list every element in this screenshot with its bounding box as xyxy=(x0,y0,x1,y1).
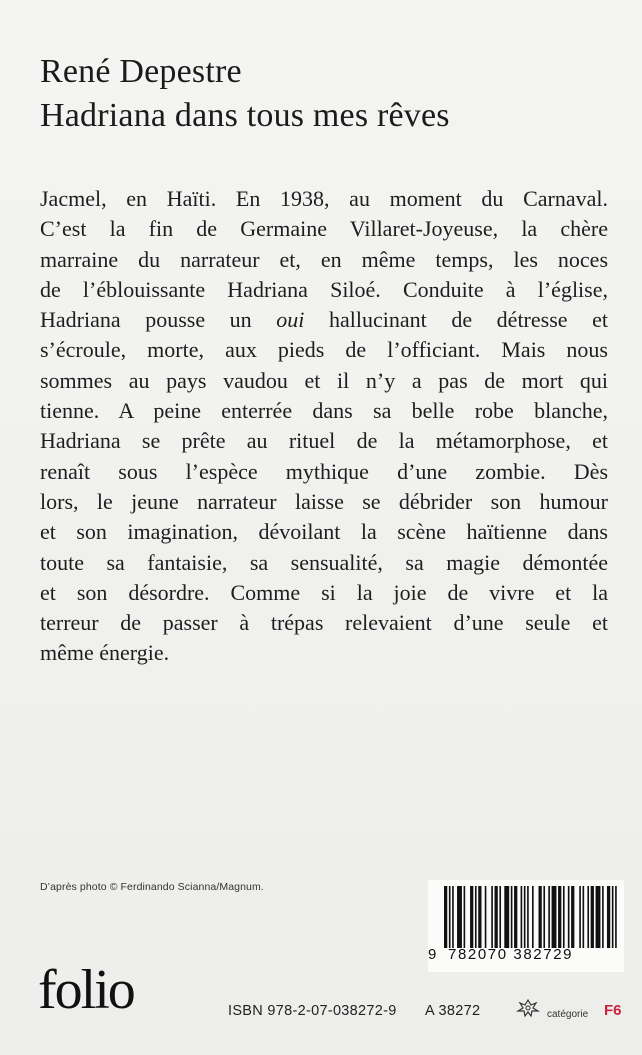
blurb-line: s’écroule, morte, aux pieds de l’officiant. Mais nous xyxy=(40,337,608,363)
isbn: ISBN 978-2-07-038272-9 xyxy=(228,1003,397,1019)
barcode-bar xyxy=(524,886,526,948)
blurb xyxy=(40,184,608,669)
barcode-bar xyxy=(591,886,594,948)
barcode-bar xyxy=(563,886,565,948)
blurb-line: C’est la fin de Germaine Villaret-Joyeuse, la chère xyxy=(40,216,608,242)
barcode-bar xyxy=(579,886,581,948)
blurb-line: toute sa fantaisie, sa sensualité, sa magie démontée xyxy=(40,549,608,575)
barcode-bar xyxy=(543,886,545,948)
barcode-bar xyxy=(478,886,481,948)
barcode-first-digit: 9 xyxy=(428,946,437,963)
blurb-line: de l’éblouissante Hadriana Siloé. Conduite à l’église, xyxy=(40,276,608,302)
barcode-bar xyxy=(548,886,550,948)
book-title: Hadriana dans tous mes rêves xyxy=(40,97,450,134)
blurb-line: renaît sous l’espèce mythique d’une zombie. Dès xyxy=(40,458,608,484)
folio-logo: folio xyxy=(38,959,134,1021)
barcode-icon xyxy=(444,886,620,948)
gallimard-emblem-icon xyxy=(515,997,541,1019)
barcode-bar xyxy=(444,886,447,948)
blurb-line: et son désordre. Comme si la joie de vivre et la xyxy=(40,579,608,605)
blurb-line: et son imagination, dévoilant la scène haïtienne dans xyxy=(40,519,608,545)
blurb-line: Hadriana pousse un oui hallucinant de détresse et xyxy=(40,307,608,333)
barcode-bar xyxy=(583,886,585,948)
barcode-bar xyxy=(491,886,493,948)
barcode-bar xyxy=(449,886,451,948)
barcode-bar xyxy=(514,886,517,948)
category-label: catégorie xyxy=(547,1009,589,1020)
barcode-number: 782070 382729 xyxy=(448,946,574,963)
blurb-line: marraine du narrateur et, en même temps, les noces xyxy=(40,246,608,272)
barcode-bar xyxy=(612,886,614,948)
barcode-bar xyxy=(504,886,509,948)
blurb-line: tienne. A peine enterrée dans sa belle robe blanche, xyxy=(40,398,608,424)
footer-row xyxy=(228,1003,628,1027)
barcode-bar xyxy=(485,886,487,948)
blurb-line: terreur de passer à trépas relevaient d’une seule et xyxy=(40,610,608,636)
barcode-bar xyxy=(539,886,542,948)
photo-credit: D’après photo © Ferdinando Scianna/Magnum. xyxy=(40,881,264,893)
blurb-line: même énergie. xyxy=(40,640,170,666)
barcode-bar xyxy=(464,886,466,948)
barcode-bar xyxy=(571,886,574,948)
barcode-bar xyxy=(457,886,462,948)
blurb-line: Hadriana se prête au rituel de la métamorphose, et xyxy=(40,428,608,454)
barcode-bar xyxy=(587,886,589,948)
barcode-bar xyxy=(470,886,473,948)
barcode-bar xyxy=(568,886,570,948)
blurb-line: Jacmel, en Haïti. En 1938, au moment du Carnaval. xyxy=(40,186,608,211)
author-name: René Depestre xyxy=(40,53,242,90)
blurb-line: lors, le jeune narrateur laisse se débrider son humour xyxy=(40,488,608,514)
blurb-line: sommes au pays vaudou et il n’y a pas de mort qui xyxy=(40,367,608,393)
barcode-bar xyxy=(607,886,610,948)
barcode-bar xyxy=(511,886,513,948)
barcode-bar xyxy=(602,886,604,948)
barcode-bar xyxy=(475,886,477,948)
barcode-bar xyxy=(527,886,529,948)
barcode-bar xyxy=(552,886,557,948)
reference-code: A 38272 xyxy=(425,1003,481,1019)
barcode-bar xyxy=(499,886,501,948)
barcode-bar xyxy=(532,886,534,948)
barcode-bar xyxy=(521,886,523,948)
barcode xyxy=(428,880,624,972)
barcode-bar xyxy=(558,886,561,948)
barcode-bar xyxy=(495,886,498,948)
barcode-bar xyxy=(596,886,601,948)
category-value: F6 xyxy=(604,1002,622,1019)
barcode-bar xyxy=(615,886,617,948)
barcode-bar xyxy=(452,886,454,948)
